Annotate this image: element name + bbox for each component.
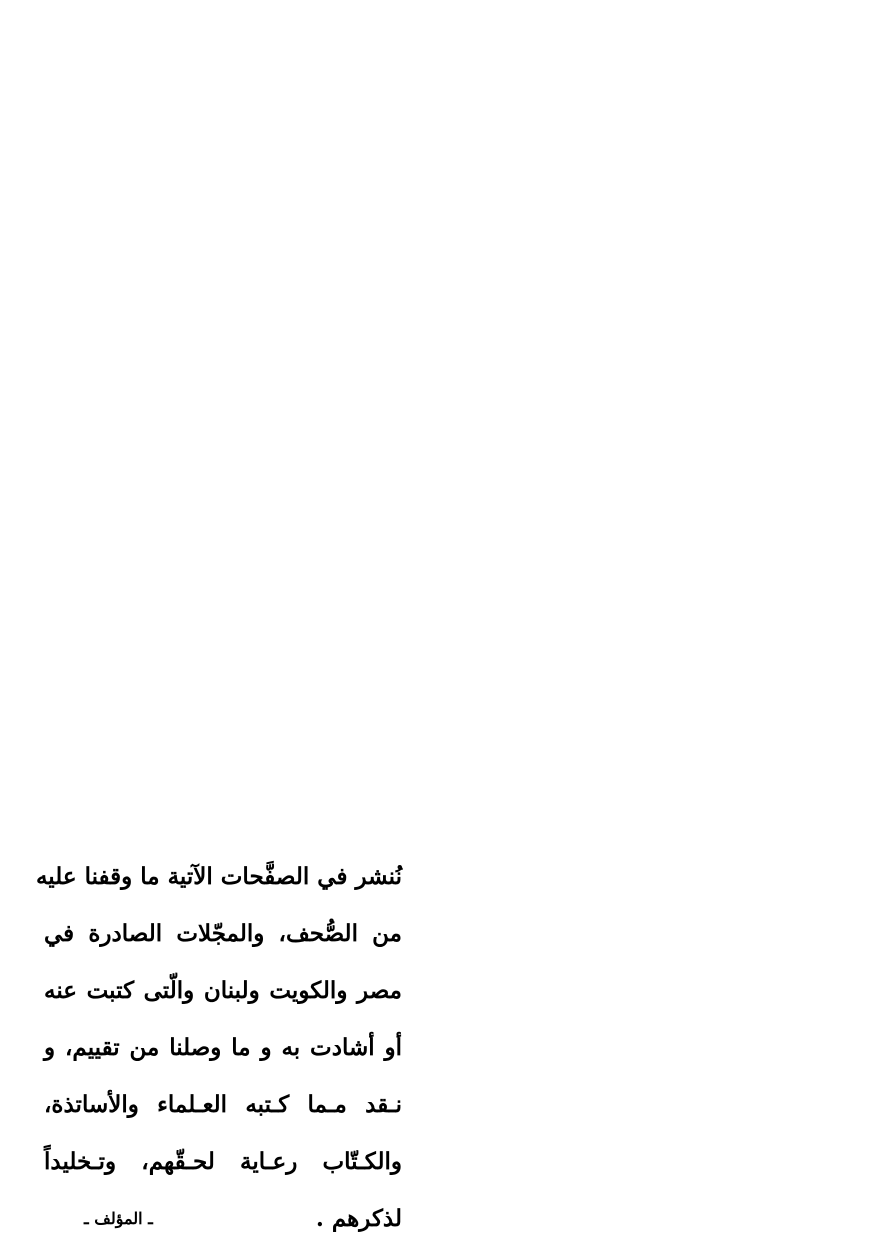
paragraph-line-2: من الصُّحف، والمجّلات الصادرة في	[44, 920, 402, 947]
paragraph-line-4: أو أشادت به و ما وصلنا من تقييم، و	[44, 1034, 402, 1061]
paragraph-line-6: والكـتّاب رعـاية لحـقّهم، وتـخليداً	[44, 1148, 402, 1175]
paragraph-line-5: نـقد مـما كـتبه العـلماء والأساتذة،	[44, 1091, 402, 1118]
closing-line	[44, 1190, 402, 1247]
dedication-paragraph	[35, 848, 402, 1247]
author-signature: ـ المؤلف ـ	[84, 1209, 153, 1228]
paragraph-line-1: نُنشر في الصفَّحات الآتية ما وقفنا عليه	[35, 863, 402, 890]
paragraph-line-3: مصر والكويت ولبنان والّتى كتبت عنه	[44, 977, 402, 1004]
paragraph-line-7: لذكرهم .	[315, 1205, 402, 1232]
